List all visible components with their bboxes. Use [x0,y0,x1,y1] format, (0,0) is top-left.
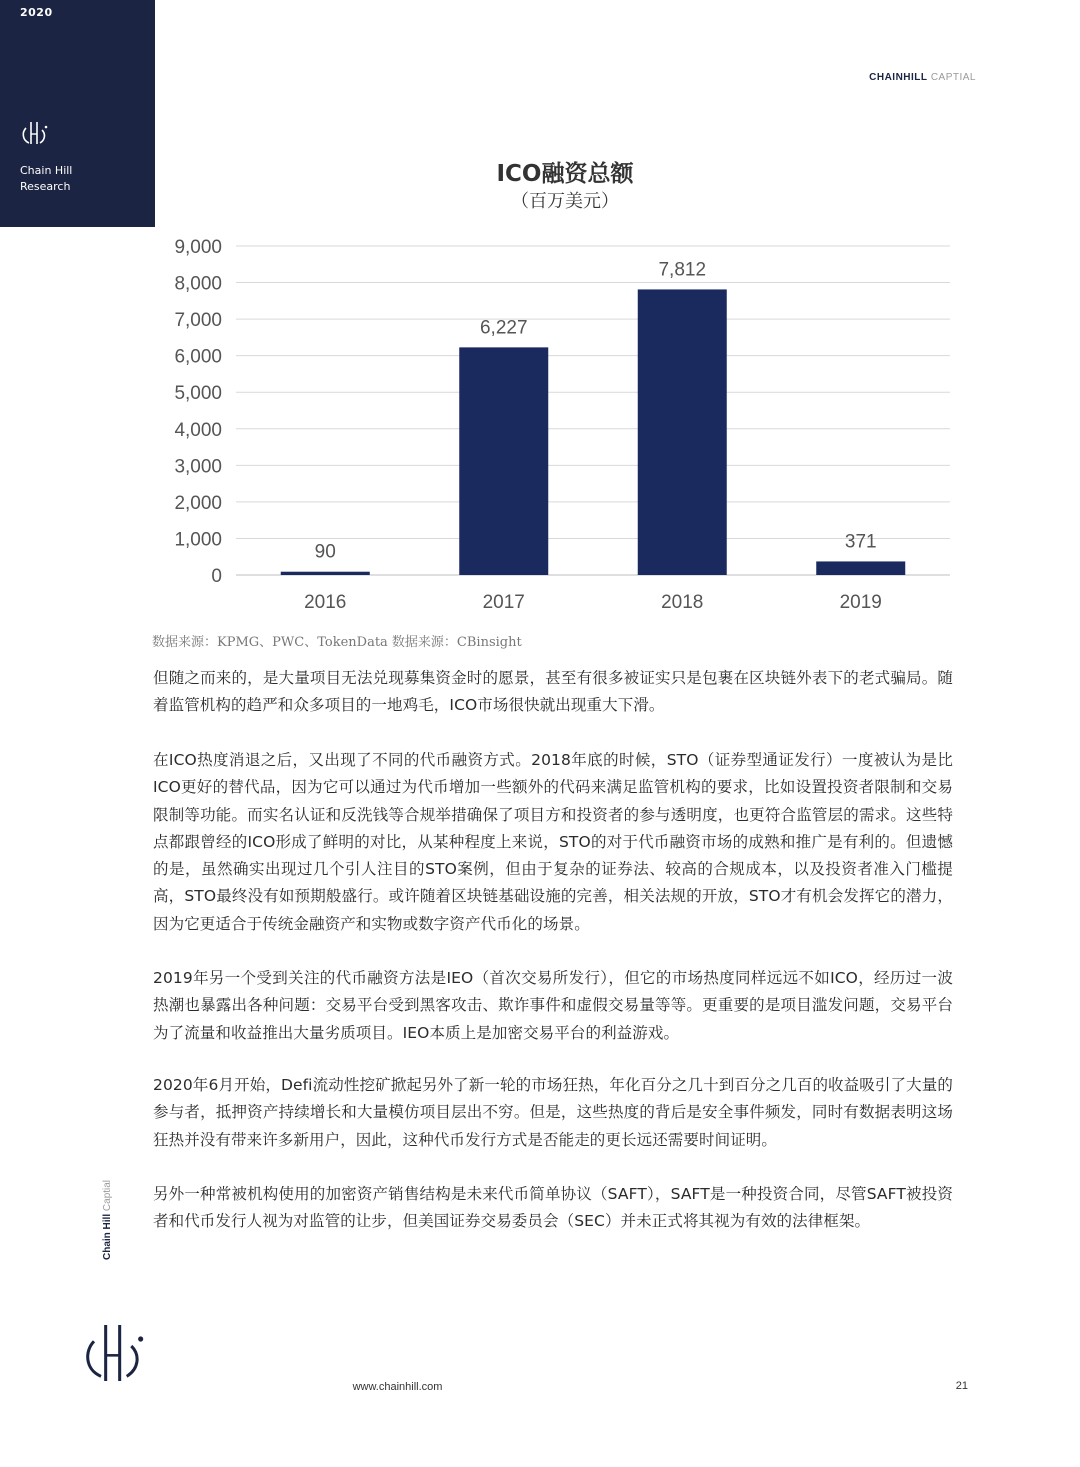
y-tick-label: 0 [211,566,222,587]
paragraph-3-block [153,965,953,1047]
bar [816,561,905,575]
paragraph-2: 在ICO热度消退之后，又出现了不同的代币融资方式。2018年底的时候，STO（证券型通证发行）一度被认为是比ICO更好的替代品，因为它可以通过为代币增加一些额外的代码来满足监管机构的要求，比如设置投资者限制和交易限制等功能。而实名认证和反洗钱等合规举措确保了项目方和投资者的参与透明度，也更符合监管层的需求。这些特点都跟曾经的ICO形成了鲜明的对比，从某种程度上来说，STO的对于代币融资市场的成熟和推广是有利的。但遗憾的是，虽然确实出现过几个引人注目的STO案例，但由于复杂的证券法、较高的合规成本，以及投资者准入门槛提高，STO最终没有如预期般盛行。或许随着区块链基础设施的完善，相关法规的开放，STO才有机会发挥它的潜力，因为它更适合于传统金融资产和实物或数字资产代币化的场景。 [153,751,953,933]
chart-title: ICO融资总额 [496,161,634,187]
paragraph-2-block [153,747,953,938]
y-tick-label: 8,000 [174,273,222,295]
bar [638,289,727,575]
paragraph-1-block [153,665,953,720]
paragraph-3: 2019年另一个受到关注的代币融资方法是IEO（首次交易所发行），但它的市场热度同样远远不如ICO，经历过一波热潮也暴露出各种问题：交易平台受到黑客攻击、欺诈事件和虚假交易量等等。更重要的是项目滥发问题，交易平台为了流量和收益推出大量劣质项目。IEO本质上是加密交易平台的利益游戏。 [153,969,953,1042]
side-brand-label [102,1180,113,1260]
brand-bold: CHAINHILL [869,72,928,83]
page-number: 21 [955,1380,968,1392]
y-tick-label: 9,000 [174,237,222,258]
x-tick-label: 2019 [839,592,882,613]
footer-url: www.chainhill.com [352,1381,443,1393]
brand-line-2: Research [20,180,71,193]
x-tick-label: 2018 [661,592,704,613]
data-source-note: 数据来源：KPMG、PWC、TokenData 数据来源：CBinsight [152,635,522,650]
data-label: 7,812 [658,259,707,281]
bar [459,347,548,575]
y-tick-label: 2,000 [174,492,222,514]
y-tick-label: 6,000 [174,346,222,368]
brand-light: CAPTIAL [930,72,976,83]
paragraph-4: 2020年6月开始，Defi流动性挖矿掀起另外了新一轮的市场狂热，年化百分之几十到百分之几百的收益吸引了大量的参与者，抵押资产持续增长和大量模仿项目层出不穷。但是，这些热度的背后是安全事件频发，同时有数据表明这场狂热并没有带来许多新用户，因此，这种代币发行方式是否能走的更长远还需要时间证明。 [153,1076,953,1149]
y-tick-label: 7,000 [174,310,222,332]
y-tick-label: 3,000 [174,456,222,478]
paragraph-1: 但随之而来的，是大量项目无法兑现募集资金时的愿景，甚至有很多被证实只是包裹在区块链外表下的老式骗局。随着监管机构的趋严和众多项目的一地鸡毛，ICO市场很快就出现重大下滑。 [153,669,953,715]
ico-bar-chart [0,0,1080,630]
data-label: 90 [314,541,336,563]
x-tick-label: 2016 [304,592,347,613]
brand-line-1: Chain Hill [20,164,73,177]
paragraph-5: 另外一种常被机构使用的加密资产销售结构是未来代币简单协议（SAFT），SAFT是一种投资合同，尽管SAFT被投资者和代币发行人视为对监管的让步，但美国证券交易委员会（SEC）并未正式将其视为有效的法律框架。 [153,1185,953,1231]
data-label: 6,227 [479,317,528,339]
data-label: 371 [844,531,877,553]
x-tick-label: 2017 [482,592,525,613]
report-year: 2020 [20,6,53,19]
paragraph-4-block [153,1072,953,1154]
y-tick-label: 4,000 [174,419,222,441]
bar [281,572,370,575]
side-brand-bold: Chain Hill [102,1213,113,1260]
y-tick-label: 1,000 [174,529,222,551]
chart-subtitle: （百万美元） [511,191,619,212]
y-tick-label: 5,000 [174,383,222,405]
side-brand-light: Captial [102,1179,113,1212]
paragraph-5-block [153,1181,953,1236]
